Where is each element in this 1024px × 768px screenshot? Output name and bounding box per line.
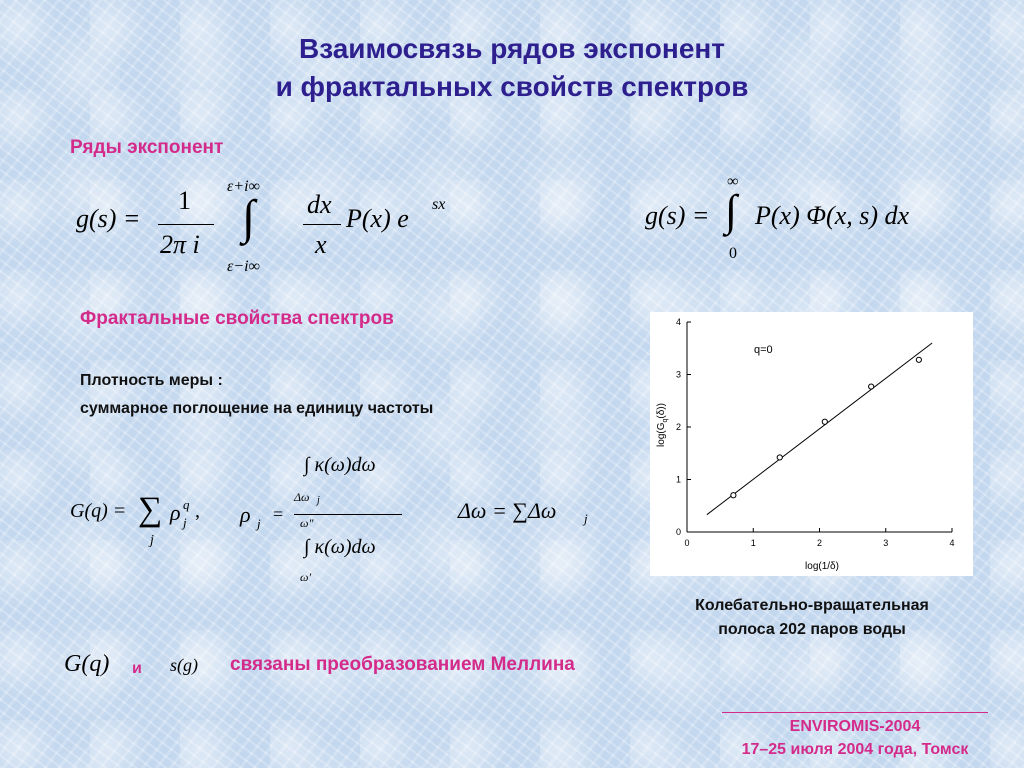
chart-y-tick-label: 2 (675, 422, 681, 432)
formula-mellin-series (645, 175, 975, 270)
formula2-body: P(x) Φ(x, s) dx (755, 201, 910, 230)
formula1-lhs: g(s) = (76, 204, 141, 233)
footer-dates: 17–25 июля 2004 года, Томск (741, 741, 969, 758)
slide-title (0, 30, 1024, 106)
formula3-comma: , (195, 500, 200, 522)
formula1-exponent: sx (432, 196, 446, 213)
chart-xlabel: log(1/δ) (805, 561, 839, 572)
footer-conference: ENVIROMIS-2004 (789, 718, 921, 735)
formula3-lhs: G(q) = (70, 500, 127, 522)
formula1-rest: P(x) e (346, 204, 409, 233)
chart-ylabel-main: log(G (656, 422, 667, 447)
formula1-x: x (315, 230, 327, 259)
formula1-fraction-bar (158, 224, 214, 225)
chart-fit-line (707, 343, 932, 515)
section-heading-series: Ряды экспонент (70, 137, 224, 158)
chart-y-tick-label: 3 (675, 369, 681, 380)
fractal-chart-panel (650, 312, 973, 576)
bottom-gq: G(q) (64, 651, 110, 677)
chart-x-tick-label: 3 (883, 538, 889, 548)
formula4-den-upper: ω″ (300, 516, 314, 530)
formula4-sub: j (257, 516, 261, 531)
chart-data-point (916, 357, 921, 362)
bottom-and: и (132, 660, 142, 677)
formula2-upper: ∞ (727, 173, 739, 190)
chart-ylabel-paren: (δ)) (656, 403, 667, 419)
formula-delta-omega (458, 495, 608, 535)
footer-divider (722, 712, 988, 713)
integral-sign-2: ∫ (725, 186, 738, 235)
formula4-eq: = (273, 504, 284, 524)
formula1-denominator: 2π i (160, 230, 200, 259)
formula1-lower-limit: ε−i∞ (227, 258, 260, 275)
caption-line-2: полоса 202 паров воды (718, 621, 906, 638)
bottom-sg: s(g) (170, 655, 198, 675)
chart-y-tick-label: 4 (675, 317, 681, 327)
mellin-transform-text: связаны преобразованием Меллина (230, 654, 575, 675)
chart-data-point (869, 384, 874, 389)
formula4-rho: ρ (240, 502, 251, 527)
chart-y-tick-label: 1 (675, 474, 681, 485)
integral-sign: ∫ (242, 191, 256, 244)
formula1-fraction-bar-2 (303, 224, 341, 225)
title-line-2: и фрактальных свойств спектров (275, 71, 749, 102)
total-absorption-label: суммарное поглощение на единицу частоты (80, 400, 434, 417)
formula1-upper-limit: ε+i∞ (227, 178, 260, 195)
formula1-dx: dx (307, 190, 332, 219)
formula-partition-function (70, 491, 220, 555)
formula3-rho: ρ (170, 500, 181, 525)
formula4-num-limit: Δω (294, 490, 310, 504)
chart-annotation: q=0 (754, 344, 773, 356)
chart-y-tick-label: 0 (675, 527, 681, 537)
chart-ylabel-sub: q (662, 418, 669, 423)
formula4-denominator: ∫ κ(ω)dω (304, 536, 376, 558)
formula2-lower: 0 (729, 245, 737, 262)
chart-data-point (777, 455, 782, 460)
formula4-den-lower: ω′ (300, 570, 312, 584)
formula5-sub: j (584, 511, 588, 526)
formula-measure-density (240, 450, 420, 590)
chart-x-tick-label: 1 (750, 538, 756, 548)
chart-x-tick-label: 2 (816, 538, 823, 548)
chart-data-point (822, 419, 827, 424)
caption-line-1: Колебательно-вращательная (695, 597, 929, 614)
chart-ylabel (656, 403, 669, 447)
formula1-numerator: 1 (178, 186, 191, 215)
formula4-fraction-bar (294, 514, 402, 515)
formula2-lhs: g(s) = (645, 201, 710, 230)
chart-caption (642, 594, 982, 642)
formula3-j: j (183, 515, 187, 530)
sum-sign: ∑ (138, 491, 163, 528)
chart-x-tick-label: 4 (949, 538, 955, 548)
measure-density-label: Плотность меры : (80, 372, 223, 389)
formula3-q: q (183, 497, 190, 512)
section-heading-fractal: Фрактальные свойства спектров (80, 308, 394, 329)
formula4-num-limit-sub: j (317, 495, 320, 506)
fractal-chart (650, 312, 973, 576)
formula-inverse-laplace (62, 178, 462, 278)
title-line-1: Взаимосвязь рядов экспонент (298, 33, 726, 64)
formula4-numerator: ∫ κ(ω)dω (304, 454, 376, 476)
chart-x-tick-label: 0 (684, 538, 690, 548)
formula3-sub-j: j (150, 533, 154, 548)
formula5-text: Δω = ∑Δω (458, 498, 557, 523)
svg-text:log(Gq(δ)) (656, 403, 669, 447)
chart-data-point (731, 493, 736, 498)
